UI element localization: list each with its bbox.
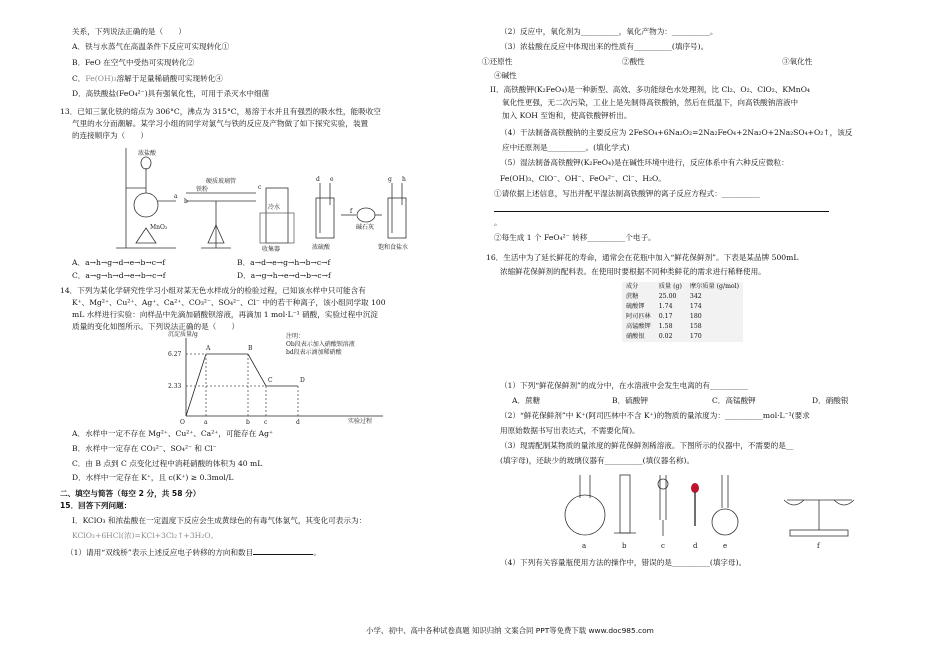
point-d: D <box>300 377 305 384</box>
q13-line-2: 气里的水分而潮解。某学习小组的同学对氯气与铁的反应及产物做了如下探究实验，装置 <box>72 119 369 128</box>
q15-sub-5-line-3: ①请依据上述信息，写出并配平湿法制高铁酸钾的离子反应方程式：__________ <box>494 189 760 198</box>
q12-option-c-formula: Fe(OH)₃ <box>85 74 117 83</box>
table-cell: 174 <box>689 303 702 310</box>
q15-sub-1-blank[interactable] <box>253 546 313 555</box>
graph-xlabel: 实验过程 <box>348 418 373 425</box>
q16-sub-1-opt-b: B．硫酸钾 <box>612 396 648 405</box>
point-c: C <box>268 377 273 384</box>
q12-option-d: D．高铁酸盐(FeO₄²⁻)具有强氧化性，可用于杀灭水中细菌 <box>72 89 270 98</box>
q15-sub-5-line-2: Fe(OH)₃、ClO⁻、OH⁻、FeO₄²⁻、Cl⁻、H₂O。 <box>500 174 666 183</box>
q15-sub-3: （3）浓盐酸在反应中体现出来的性质有__________(填序号)。 <box>500 42 709 51</box>
q16-sub-1-opt-c: C．高锰酸钾 <box>712 396 756 405</box>
q14-line-3: mL 水样进行实验：向样品中先滴加硝酸钡溶液，再滴加 1 mol·L⁻¹ 硝酸，实验过程中沉淀 <box>72 310 379 319</box>
table-cell: 阿司匹林 <box>626 313 651 320</box>
graph-ylabel: 沉淀质量/g <box>168 331 198 338</box>
q13-line-1: 13．已知三氯化铁的熔点为 306°C，沸点为 315°C，易溶于水并且有强烈的吸水性，能吸收空 <box>60 107 381 116</box>
label-collector: 收集器 <box>262 246 281 253</box>
q13-option-a: A．a→h→g→d→e→b→c→f <box>72 258 166 267</box>
apparatus-label-e: e <box>723 542 728 550</box>
q16-sub-1: （1）下列“鲜花保鲜剂”的成分中，在水溶液中会发生电离的有__________ <box>500 381 748 390</box>
table-row <box>622 292 743 302</box>
port-d: d <box>316 176 320 183</box>
apparatus-label-c: c <box>661 542 665 550</box>
table-cell: 硫酸钾 <box>626 303 645 310</box>
port-b: b <box>184 198 188 205</box>
q12-option-c-text: 溶解于足量稀硝酸可实现转化④ <box>116 74 223 83</box>
table-header-row <box>622 282 743 292</box>
q16-line-2: 浓缩鲜花保鲜剂的配料表。在使用时要根据不同种类鲜花的需求进行稀释使用。 <box>500 267 766 276</box>
q16-sub-2-line-1: （2）“鲜花保鲜剂”中 K⁺(阿司匹林中不含 K⁺)的物质的量浓度为：__________mol·L⁻¹(要求 <box>500 411 810 420</box>
table-cell: 25.00 <box>658 293 677 300</box>
q13-line-3: 的连接顺序为（ ） <box>72 131 148 140</box>
q16-line-1: 16．生活中为了延长鲜花的寿命，通常会在花瓶中加入“鲜花保鲜剂”。下表是某品牌 500mL <box>486 253 799 262</box>
table-cell: 0.02 <box>658 333 673 340</box>
port-f: f <box>350 208 353 215</box>
q15-sub-4-line-1: （4）干法制备高铁酸钠的主要反应为 2FeSO₄+6Na₂O₂=2Na₂FeO₄+2Na₂O+2Na₂SO₄+O₂↑，该反 <box>500 128 853 137</box>
q15-part-i: I．KClO₃ 和浓盐酸在一定温度下反应会生成黄绿色的有毒气体氯气，其变化可表示为： <box>72 516 367 525</box>
label-mno2: MnO₂ <box>150 224 168 231</box>
q16-sub-4: （4）下列有关容量瓶使用方法的操作中，错误的是__________(填字母)。 <box>500 558 747 567</box>
table-header: 质量 (g) <box>658 283 682 290</box>
q14-option-a: A．水样中一定不存在 Mg²⁺、Cu²⁺、Ca²⁺，可能存在 Ag⁺ <box>72 429 273 438</box>
ingredient-table <box>622 282 743 342</box>
q15-sub-4-line-2: 应中还原剂是__________。(填化学式) <box>502 143 630 152</box>
q14-line-1: 14．下列为某化学研究性学习小组对某无色水样成分的检验过程，已知该水样中只可能含有 <box>60 286 366 295</box>
dropper-bulb <box>691 483 699 493</box>
q16-sub-3-line-2: (填字母)，还缺少的玻璃仪器有__________(填仪器名称)。 <box>500 456 695 465</box>
q15-sub-1: （1）请用“双线桥”表示上述反应电子转移的方向和数目 。 <box>66 548 321 557</box>
point-b: B <box>248 345 253 352</box>
label-conc-h2so4: 浓硫酸 <box>312 244 331 251</box>
q12-option-c-prefix: C． <box>72 74 86 83</box>
q15-equation: KClO₃+6HCl(浓)=KCl+3Cl₂↑+3H₂O。 <box>72 531 219 540</box>
graph-note-title: 注明： <box>286 333 305 340</box>
q16-sub-3-line-1: （3）现需配制某物质的量浓度的鲜花保鲜剂稀溶液。下图所示的仪器中，不需要的是__ <box>500 441 794 450</box>
question-intro: 关系，下列说法正确的是（ ） <box>72 27 186 36</box>
port-c: c <box>258 184 262 191</box>
tick-c: c <box>264 419 268 425</box>
table-cell: 1.74 <box>658 303 673 310</box>
q15-sub-5-blank[interactable] <box>494 203 829 212</box>
label-iron: 铁粉 <box>196 186 209 193</box>
q13-option-d: D．a→g→h→e→d→b→c→f <box>237 271 331 280</box>
table-cell: 342 <box>689 293 702 300</box>
q13-option-c: C．a→g→h→d→e→b→c→f <box>72 271 166 280</box>
q15-sub-5-line-1: （5）湿法制备高铁酸钾(K₂FeO₄)是在碱性环境中进行，反应体系中有六种反应微粒： <box>500 158 789 167</box>
table-row <box>622 332 743 342</box>
table-cell: 蔗糖 <box>626 293 639 300</box>
q14-option-c: C．由 B 点到 C 点变化过程中消耗硝酸的体积为 40 mL <box>72 459 263 468</box>
port-h: h <box>402 176 406 183</box>
label-conc-hcl: 浓盐酸 <box>138 150 157 157</box>
page-footer: 小学、初中、高中各种试卷真题 知识归纳 文案合同 PPT等免费下载 www.doc985.com <box>366 626 654 635</box>
table-cell: 158 <box>689 323 702 330</box>
apparatus-label-b: b <box>622 542 627 550</box>
q15-sub-5-blank-line[interactable] <box>494 203 829 216</box>
part-ii-line-3: 加入 KOH 至饱和，使高铁酸钾析出。 <box>502 111 632 120</box>
q15-sub-3-opt-4: ④碱性 <box>494 71 517 80</box>
port-a: a <box>174 193 178 200</box>
q15-sub-5-end: 。 <box>494 218 502 227</box>
q16-sub-2-line-2: 用原始数据书写出表达式，不需要化简)。 <box>500 426 640 435</box>
q14-line-4: 质量的变化如图所示。下列说法正确的是（ ） <box>72 322 240 331</box>
table-cell: 硝酸银 <box>626 333 645 340</box>
q15-sub-2: （2）反应中，氧化剂为__________，氧化产物为：__________。 <box>500 27 718 36</box>
q15-sub-5-line-5: ②每生成 1 个 FeO₄²⁻ 转移__________个电子。 <box>494 233 656 242</box>
q14-line-2: K⁺、Mg²⁺、Cu²⁺、Ag⁺、Ca²⁺、CO₃²⁻、SO₄²⁻、Cl⁻ 中的若干种离子，该小组同学取 100 <box>72 298 386 307</box>
q14-precipitate-graph <box>168 330 398 425</box>
tick-a: a <box>204 419 208 425</box>
apparatus-label-a: a <box>582 542 587 550</box>
point-a: A <box>206 345 211 352</box>
q15-sub-3-opt-3: ③氧化性 <box>782 57 813 66</box>
q12-option-a: A．铁与水蒸气在高温条件下反应可实现转化① <box>72 42 230 51</box>
q14-option-d: D．水样中一定存在 K⁺，且 c(K⁺) ≥ 0.3mol/L <box>72 473 234 482</box>
part-ii-line-2: 氧化性更强，无二次污染，工业上是先制得高铁酸钠，然后在低温下，向高铁酸钠溶液中 <box>502 98 799 107</box>
point-o: O <box>180 419 185 425</box>
tick-d: d <box>296 419 300 425</box>
apparatus-label-f: f <box>817 542 820 550</box>
q13-apparatus-figure <box>116 143 416 255</box>
q16-sub-1-opt-a: A．蔗糖 <box>512 396 541 405</box>
q16-sub-1-opt-d: D．硝酸银 <box>812 396 849 405</box>
q16-apparatus-figure <box>562 470 882 550</box>
table-row <box>622 302 743 312</box>
apparatus-label-d: d <box>693 542 698 550</box>
q15-sub-3-opt-1: ①还原性 <box>482 57 513 66</box>
q15-sub-1-text: （1）请用“双线桥”表示上述反应电子转移的方向和数目 <box>66 548 254 557</box>
table-row <box>622 312 743 322</box>
label-glass-tube: 硬质玻璃管 <box>206 178 237 185</box>
q15-sub-3-opt-2: ②酸性 <box>622 57 645 66</box>
graph-note-2: bd段表示滴加稀硝酸 <box>286 349 342 356</box>
table-row <box>622 322 743 332</box>
table-cell: 0.17 <box>658 313 673 320</box>
port-e: e <box>330 176 334 183</box>
table-header: 摩尔质量 (g/mol) <box>689 283 740 290</box>
table-cell: 高锰酸钾 <box>626 323 651 330</box>
q13-option-b: B．a→d→e→g→h→b→c→f <box>237 258 331 267</box>
label-soda-lime: 碱石灰 <box>356 224 375 231</box>
label-saturated-nacl: 饱和食盐水 <box>378 244 409 251</box>
graph-y-627: 6.27 <box>168 351 182 358</box>
section-2-heading: 二、填空与简答（每空 2 分，共 58 分） <box>60 489 201 498</box>
label-cold-water: 冷水 <box>268 204 281 211</box>
part-ii-line-1: II．高铁酸钾(K₂FeO₄)是一种新型、高效、多功能绿色水处理剂，比 Cl₂、O₂、ClO₂、KMnO₄ <box>490 85 810 94</box>
q12-option-c <box>72 73 223 85</box>
port-g: g <box>388 176 392 183</box>
q12-option-b: B．FeO 在空气中受热可实现转化② <box>72 58 195 67</box>
graph-note-1: Ob段表示加入硝酸钡溶液 <box>286 341 355 348</box>
table-cell: 1.58 <box>658 323 673 330</box>
table-header: 成分 <box>626 283 639 290</box>
q14-option-b: B．水样中一定存在 CO₃²⁻、SO₄²⁻ 和 Cl⁻ <box>72 444 217 453</box>
table-cell: 180 <box>689 313 702 320</box>
table-cell: 170 <box>689 333 702 340</box>
graph-y-233: 2.33 <box>168 383 182 390</box>
q15-heading: 15．回答下列问题： <box>60 501 132 510</box>
ingredient-table-grid <box>622 282 743 342</box>
tick-b: b <box>246 419 250 425</box>
